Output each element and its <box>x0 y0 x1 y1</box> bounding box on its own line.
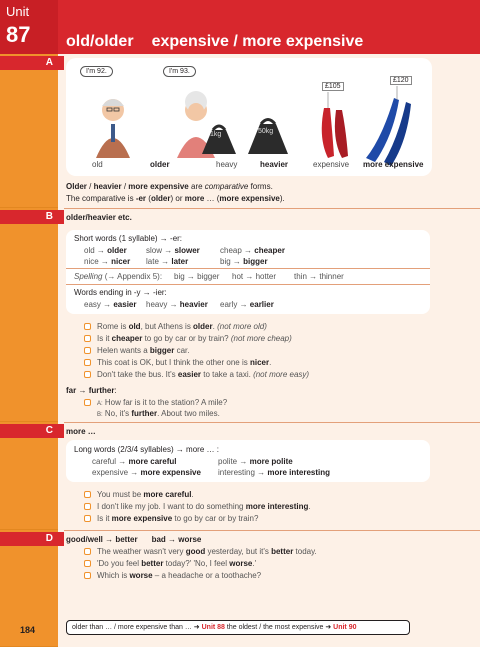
spelling-example-big: big → bigger <box>174 272 220 281</box>
checkbox-c1 <box>84 491 91 498</box>
page-title <box>66 33 363 51</box>
rules-divider-1 <box>66 268 430 269</box>
example-heavy-heavier: heavy → heavier <box>146 300 208 309</box>
unit-label: Unit <box>6 4 30 19</box>
blue-shoes <box>366 98 411 166</box>
caption-older: older <box>150 160 170 169</box>
checkbox-b3 <box>84 347 91 354</box>
example-sentence-c2: I don't like my job. I want to do something more interesting. <box>97 502 311 511</box>
checkbox-b2 <box>84 335 91 342</box>
short-words-rule: Short words (1 syllable) → -er: <box>74 234 183 243</box>
long-words-rule: Long words (2/3/4 syllables) → more … : <box>74 445 219 454</box>
example-nice-nicer: nice → nicer <box>84 257 131 266</box>
example-sentence-b3: Helen wants a bigger car. <box>97 346 190 355</box>
checkbox-b1 <box>84 323 91 330</box>
caption-more-expensive: more expensive <box>363 160 424 169</box>
section-divider-c <box>64 422 480 423</box>
example-big-bigger: big → bigger <box>220 257 268 266</box>
section-marker-d: D <box>0 532 64 546</box>
cross-ref-unit-88-link[interactable]: Unit 88 <box>201 624 225 631</box>
title-part-2: expensive / more expensive <box>151 33 364 50</box>
weight-50kg <box>248 120 288 155</box>
section-c-heading: more … <box>66 427 96 436</box>
old-man-figure <box>96 99 130 158</box>
example-early-earlier: early → earlier <box>220 300 274 309</box>
checkbox-b5 <box>84 371 91 378</box>
cross-ref-2-text: the oldest / the most expensive ➜ <box>224 624 334 631</box>
comparison-illustration <box>66 58 432 176</box>
checkbox-d2 <box>84 560 91 567</box>
illustration-card <box>66 58 432 176</box>
section-marker-a: A <box>0 56 64 70</box>
checkbox-d1 <box>84 548 91 555</box>
rules-divider-2 <box>66 284 430 285</box>
checkbox-dialog <box>84 399 91 406</box>
price-tag-2: £120 <box>390 76 412 85</box>
example-careful: careful → more careful <box>92 457 177 466</box>
example-sentence-b2: Is it cheaper to go by car or by train? (not more cheap) <box>97 334 292 343</box>
example-sentence-d2: 'Do you feel better today?' 'No, I feel worse.' <box>97 559 257 568</box>
example-slow-slower: slow → slower <box>146 246 200 255</box>
section-marker-b: B <box>0 210 64 224</box>
example-sentence-b5: Don't take the bus. It's easier to take a taxi. (not more easy) <box>97 370 310 379</box>
example-polite: polite → more polite <box>218 457 293 466</box>
weight-label-1: 1kg <box>210 131 222 138</box>
section-divider-b <box>64 208 480 209</box>
example-old-older: old → older <box>84 246 127 255</box>
cross-ref-1-text: older than … / more expensive than … ➜ <box>72 624 202 631</box>
spelling-rule: Spelling (→ Appendix 5): <box>74 272 163 281</box>
title-part-1: old/older <box>66 33 134 50</box>
section-marker-c: C <box>0 424 64 438</box>
spelling-example-hot: hot → hotter <box>232 272 277 281</box>
caption-old: old <box>92 160 103 169</box>
example-sentence-b1: Rome is old, but Athens is older. (not more old) <box>97 322 267 331</box>
example-easy-easier: easy → easier <box>84 300 137 309</box>
checkbox-c3 <box>84 515 91 522</box>
dialog-b: B: No, it's further. About two miles. <box>97 409 220 418</box>
left-margin-column <box>0 0 58 647</box>
page-number: 184 <box>20 625 36 635</box>
section-divider-d <box>64 530 480 531</box>
y-words-rule: Words ending in -y → -ier: <box>74 288 167 297</box>
caption-heavy: heavy <box>216 160 238 169</box>
price-tag-1: £105 <box>322 82 344 91</box>
margin-segment-c <box>0 422 58 530</box>
margin-segment-a <box>0 54 58 208</box>
example-expensive: expensive → more expensive <box>92 468 201 477</box>
section-b-heading: older/heavier etc. <box>66 213 132 222</box>
margin-segment-b <box>0 208 58 422</box>
weight-label-2: 50kg <box>258 128 274 135</box>
example-cheap-cheaper: cheap → cheaper <box>220 246 285 255</box>
caption-expensive: expensive <box>313 160 350 169</box>
example-sentence-c3: Is it more expensive to go by car or by train? <box>97 514 259 523</box>
example-sentence-d1: The weather wasn't very good yesterday, but it's better today. <box>97 547 317 556</box>
speech-bubble-2: I'm 93. <box>163 66 196 77</box>
example-late-later: late → later <box>146 257 189 266</box>
caption-heavier: heavier <box>260 160 289 169</box>
red-shoes <box>322 108 348 158</box>
example-sentence-c1: You must be more careful. <box>97 490 194 499</box>
checkbox-c2 <box>84 503 91 510</box>
example-sentence-b4: This coat is OK, but I think the other one is nicer. <box>97 358 272 367</box>
dialog-a: A: How far is it to the station? A mile? <box>97 398 228 407</box>
speech-bubble-1: I'm 92. <box>80 66 113 77</box>
unit-number: 87 <box>6 22 31 47</box>
cross-ref-unit-90-link[interactable]: Unit 90 <box>333 624 357 631</box>
far-further-heading: far → further: <box>66 386 117 395</box>
unit-box <box>0 0 58 54</box>
example-interesting: interesting → more interesting <box>218 468 331 477</box>
spelling-example-thin: thin → thinner <box>294 272 344 281</box>
section-d-heading: good/well → better bad → worse <box>66 535 202 544</box>
checkbox-d3 <box>84 572 91 579</box>
comparative-explanation-line-2: The comparative is -er (older) or more … (more expensive). <box>66 194 285 203</box>
checkbox-b4 <box>84 359 91 366</box>
comparative-explanation-line-1: Older / heavier / more expensive are comparative forms. <box>66 182 273 191</box>
cross-reference-box <box>66 620 410 635</box>
example-sentence-d3: Which is worse – a headache or a toothache? <box>97 571 262 580</box>
